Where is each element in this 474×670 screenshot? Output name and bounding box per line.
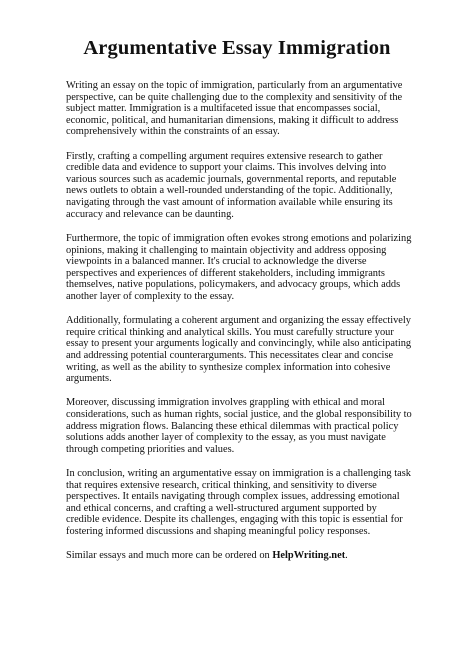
footer-period: . [345, 550, 348, 562]
footer-text: Similar essays and much more can be ordered on [66, 550, 270, 562]
helpwriting-link[interactable]: HelpWriting.net [272, 550, 346, 562]
paragraph-ethics: Moreover, discussing immigration involves grappling with ethical and moral considerations, such as human rights, social justice, and the global responsibility to address migration flows. Balancing these ethical dilemmas with practical policy solutions adds another layer of complexity to the essay, as you must navigate through competing priorities and values. [66, 397, 412, 455]
paragraph-emotions: Furthermore, the topic of immigration often evokes strong emotions and polarizing opinions, making it challenging to maintain objectivity and address opposing viewpoints in a balanced manner. It's crucial to acknowledge the diverse perspectives and experiences of different stakeholders, including immigrants themselves, native populations, policymakers, and advocacy groups, which adds another layer of complexity to the essay. [66, 232, 412, 302]
document-title: Argumentative Essay Immigration [83, 37, 391, 59]
paragraph-intro: Writing an essay on the topic of immigration, particularly from an argumentative perspective, can be quite challenging due to the complexity and sensitivity of the subject matter. Immigration is a multifaceted issue that encompasses social, economic, political, and humanitarian dimensions, making it difficult to address comprehensively within the constraints of an essay. [66, 80, 403, 138]
footer-line [66, 550, 412, 562]
paragraph-research: Firstly, crafting a compelling argument requires extensive research to gather credible data and evidence to support your claims. This involves delving into various sources such as academic journals, governmental reports, and reputable news outlets to obtain a well-rounded understanding of the topic. Additionally, navigating through the vast amount of information available while ensuring its accuracy and relevance can be daunting. [66, 150, 397, 220]
paragraph-conclusion: In conclusion, writing an argumentative essay on immigration is a challenging task that requires extensive research, critical thinking, and sensitivity to diverse perspectives. It entails navigating through complex issues, addressing emotional and ethical concerns, and crafting a well-structured argument supported by credible evidence. Despite its challenges, engaging with this topic is essential for fostering informed discussions and shaping meaningful policy responses. [66, 468, 411, 538]
paragraph-structure: Additionally, formulating a coherent argument and organizing the essay effectively require critical thinking and analytical skills. You must carefully structure your essay to present your arguments logically and convincingly, while also anticipating and addressing potential counterarguments. This necessitates clear and concise writing, as well as the ability to synthesize complex information into cohesive arguments. [66, 315, 412, 385]
document-body [66, 80, 412, 562]
